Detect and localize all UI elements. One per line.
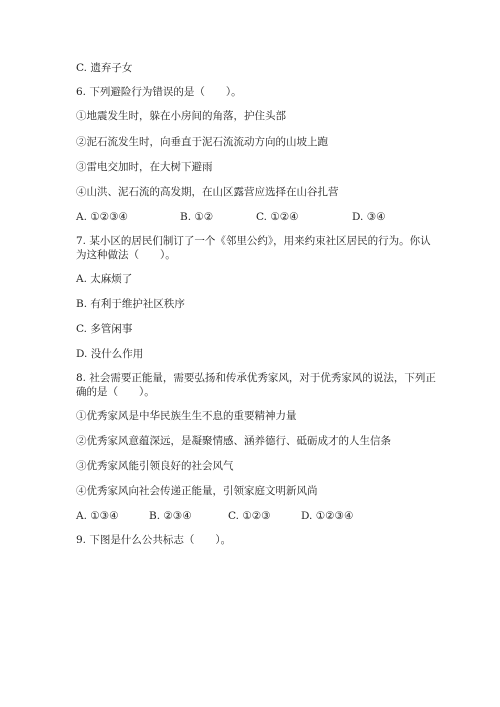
q6-item-1: ①地震发生时，躲在小房间的角落，护住头部 <box>76 110 286 122</box>
q6-item-4: ④山洪、泥石流的高发期，在山区露营应选择在山谷扎营 <box>76 186 339 198</box>
q8-stem-line2: 确的是（ ）。 <box>76 386 155 398</box>
q8-options <box>76 510 416 523</box>
q6-stem: 6. 下列避险行为错误的是（ ）。 <box>76 86 242 98</box>
q7-option-b: B. 有利于维护社区秩序 <box>76 298 185 310</box>
q9-stem: 9. 下图是什么公共标志（ ）。 <box>76 534 232 546</box>
q6-item-3: ③雷电交加时，在大树下避雨 <box>76 161 213 173</box>
q8-item-2: ②优秀家风意蕴深远，是凝聚情感、涵养德行、砥砺成才的人生信条 <box>76 435 391 447</box>
q8-option-a: A. ①③④ <box>76 510 119 522</box>
q8-item-4: ④优秀家风向社会传递正能量，引领家庭文明新风尚 <box>76 485 318 497</box>
q8-item-3: ③优秀家风能引领良好的社会风气 <box>76 460 234 472</box>
q7-stem-line2: 为这种做法（ ）。 <box>76 249 176 261</box>
q6-option-b: B. ①② <box>180 211 214 223</box>
q6-option-a: A. ①②③④ <box>76 211 128 223</box>
q7-option-c: C. 多管闲事 <box>76 323 133 335</box>
q6-options <box>76 211 416 224</box>
q7-stem-line1: 7. 某小区的居民们制订了一个《邻里公约》，用来约束社区居民的行为。你认 <box>76 235 431 247</box>
q8-option-d: D. ①②③④ <box>301 510 354 522</box>
q8-option-c: C. ①②③ <box>228 510 271 522</box>
q5-option-c: C. 遗弃子女 <box>76 62 133 74</box>
q8-item-1: ①优秀家风是中华民族生生不息的重要精神力量 <box>76 410 297 422</box>
q7-option-a: A. 太麻烦了 <box>76 273 133 285</box>
q8-option-b: B. ②③④ <box>149 510 192 522</box>
q6-option-d: D. ③④ <box>352 211 386 223</box>
q6-option-c: C. ①②④ <box>256 211 299 223</box>
q7-option-d: D. 没什么作用 <box>76 348 144 360</box>
q8-stem-line1: 8. 社会需要正能量，需要弘扬和传承优秀家风，对于优秀家风的说法，下列正 <box>76 372 436 384</box>
q6-item-2: ②泥石流发生时，向垂直于泥石流流动方向的山坡上跑 <box>76 136 328 148</box>
